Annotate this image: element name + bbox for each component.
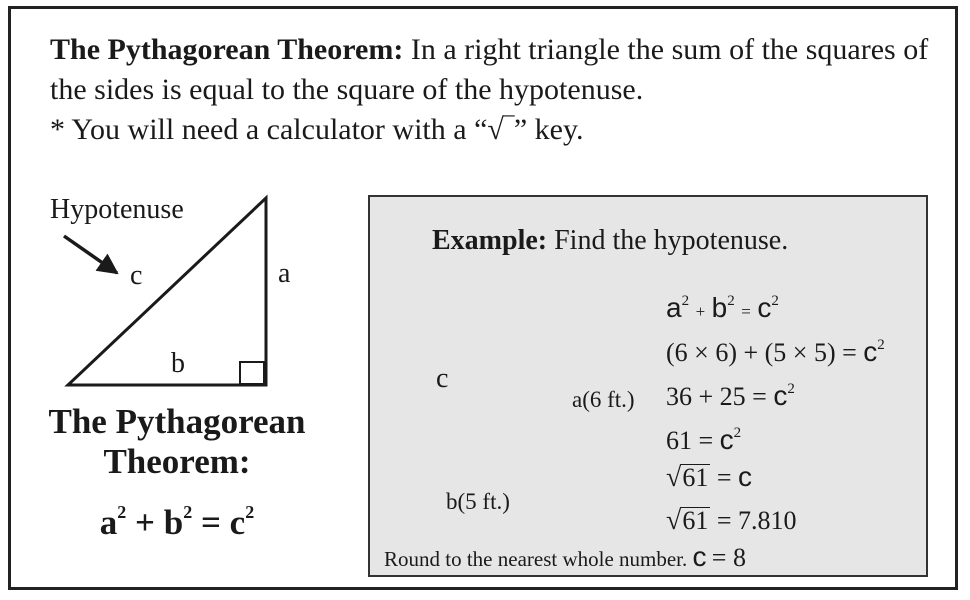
example-side-a-label: a(6 ft.) bbox=[572, 387, 635, 412]
theorem-lead: The Pythagorean Theorem: bbox=[50, 33, 404, 66]
note-after: ” key. bbox=[513, 113, 584, 146]
step-2 bbox=[666, 323, 885, 367]
answer-c: c bbox=[692, 541, 707, 572]
square-root-icon: √ bbox=[666, 505, 682, 536]
step-4 bbox=[666, 411, 885, 455]
step-1-exp-a: 2 bbox=[681, 293, 690, 309]
step-5 bbox=[666, 455, 885, 499]
hypotenuse-label: Hypotenuse bbox=[50, 194, 184, 225]
rounding-note bbox=[384, 541, 746, 573]
step-6-radicand: 61 bbox=[682, 506, 709, 535]
example-prompt: Find the hypotenuse. bbox=[554, 225, 789, 256]
example-box bbox=[368, 195, 928, 577]
answer-value: = 8 bbox=[711, 543, 746, 572]
step-5-radicand: 61 bbox=[682, 463, 709, 492]
step-3-left: 36 + 25 = bbox=[666, 382, 767, 411]
formula-plus: + bbox=[135, 503, 155, 542]
step-1 bbox=[666, 279, 885, 323]
step-4-c: c bbox=[719, 424, 734, 455]
step-6 bbox=[666, 499, 885, 543]
solution-steps bbox=[666, 279, 885, 543]
step-2-exp: 2 bbox=[877, 337, 885, 353]
theorem-statement: In a right triangle the sum of the squares of the sides is equal to the square of the hypotenuse. bbox=[50, 33, 929, 106]
square-root-icon: √ bbox=[666, 462, 682, 493]
example-label: Example: bbox=[432, 225, 548, 256]
formula-equals: = bbox=[200, 503, 221, 542]
side-c-label: c bbox=[130, 260, 143, 291]
right-triangle bbox=[68, 198, 266, 385]
step-2-left: (6 × 6) + (5 × 5) = bbox=[666, 338, 857, 367]
step-5-eq: = bbox=[716, 463, 732, 492]
hypotenuse-arrow bbox=[64, 236, 117, 273]
rounding-instruction: Round to the nearest whole number. bbox=[384, 547, 688, 571]
square-root-key-icon: √‾ bbox=[487, 113, 514, 146]
example-side-b-label: b(5 ft.) bbox=[446, 489, 510, 514]
step-1-eq: = bbox=[741, 302, 751, 321]
step-3-c: c bbox=[773, 380, 788, 411]
right-angle-mark bbox=[240, 362, 264, 384]
step-4-left: 61 = bbox=[666, 426, 714, 455]
side-b-label: b bbox=[171, 348, 185, 379]
formula-exp-a: 2 bbox=[117, 502, 127, 522]
step-5-c: c bbox=[738, 461, 753, 492]
formula-exp-c: 2 bbox=[245, 502, 255, 522]
step-3-exp: 2 bbox=[787, 381, 795, 397]
step-1-exp-c: 2 bbox=[771, 293, 779, 309]
side-a-label: a bbox=[278, 258, 291, 289]
example-heading bbox=[432, 225, 788, 257]
note-before: * You will need a calculator with a “ bbox=[50, 113, 488, 146]
formula-b: b bbox=[163, 503, 184, 542]
theorem-title-line-1: The Pythagorean bbox=[48, 402, 306, 441]
theorem-title-line-2: Theorem: bbox=[103, 442, 251, 481]
step-1-a: a bbox=[666, 292, 682, 323]
step-1-exp-b: 2 bbox=[727, 293, 735, 309]
step-1-c: c bbox=[757, 292, 772, 323]
theorem-formula bbox=[22, 502, 332, 543]
formula-a: a bbox=[99, 503, 118, 542]
formula-c: c bbox=[229, 503, 246, 542]
step-3 bbox=[666, 367, 885, 411]
theorem-title bbox=[22, 402, 332, 482]
example-side-c-label: c bbox=[436, 363, 449, 394]
step-1-b: b bbox=[711, 292, 728, 323]
formula-exp-b: 2 bbox=[183, 502, 193, 522]
step-1-plus: + bbox=[695, 302, 706, 321]
step-2-c: c bbox=[863, 336, 878, 367]
step-6-result: = 7.810 bbox=[716, 506, 797, 535]
step-4-exp: 2 bbox=[733, 425, 742, 441]
